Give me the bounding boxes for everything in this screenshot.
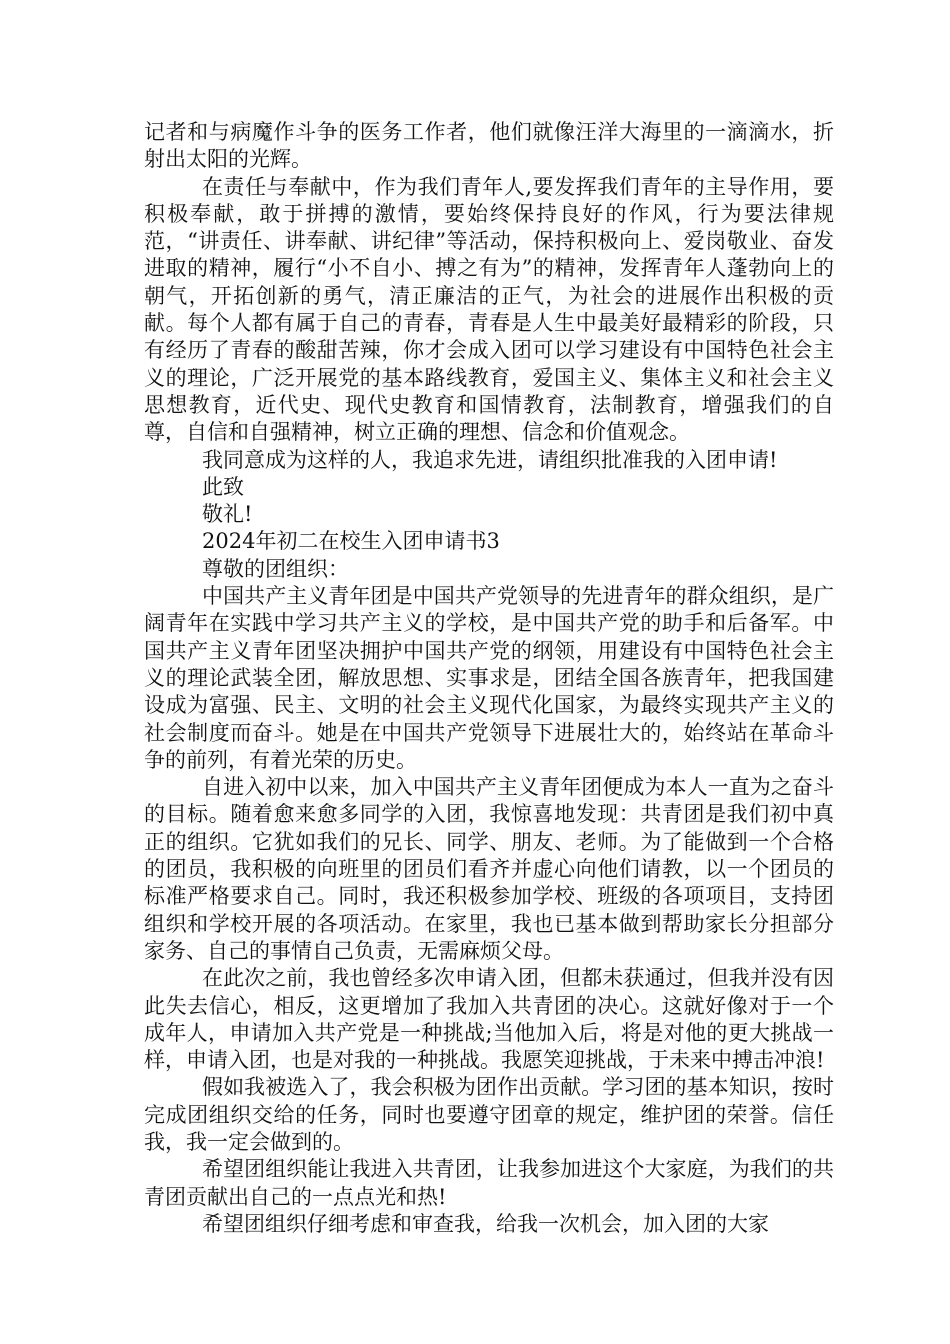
paragraph-1: 记者和与病魔作斗争的医务工作者，他们就像汪洋大海里的一滴滴水，折射出太阳的光辉。 [144, 120, 834, 172]
closing-respect: 敬礼! [202, 502, 253, 527]
paragraph-13: 希望团组织仔细考虑和审查我，给我一次机会，加入团的大家 [202, 1211, 769, 1236]
paragraph-9: 自进入初中以来，加入中国共产主义青年团便成为本人一直为之奋斗的目标。随着愈来愈多同学的入团，我惊喜地发现：共青团是我们初中真正的组织。它犹如我们的兄长、同学、朋友、老师。为了能做到一个合格的团员，我积极的向班里的团员们看齐并虚心向他们请教，以一个团员的标准严格要求自己。同时，我还积极参加学校、班级的各项项目，支持团组织和学校开展的各项活动。在家里，我也已基本做到帮助家长分担部分家务、自己的事情自己负责，无需麻烦父母。 [144, 775, 834, 963]
greeting: 尊敬的团组织： [202, 556, 349, 581]
paragraph-10: 在此次之前，我也曾经多次申请入团，但都未获通过，但我并没有因此失去信心，相反，这更增加了我加入共青团的决心。这就好像对于一个成年人，申请加入共产党是一种挑战;当他加入后，将是对他的更大挑战一样，申请入团，也是对我的一种挑战。我愿笑迎挑战，于未来中搏击冲浪! [144, 966, 834, 1073]
paragraph-3: 我同意成为这样的人，我追求先进，请组织批准我的入团申请! [202, 447, 778, 472]
section-title: 2024年初二在校生入团申请书3 [202, 529, 500, 554]
closing-salutation: 此致 [202, 474, 244, 499]
document-body [144, 119, 834, 1238]
paragraph-2: 在责任与奉献中，作为我们青年人,要发挥我们青年的主导作用，要积极奉献，敢于拼搏的激情，要始终保持良好的作风，行为要法律规范，“讲责任、讲奉献、讲纪律”等活动，保持积极向上、爱岗敬业、奋发进取的精神，履行“小不自小、搏之有为”的精神，发挥青年人蓬勃向上的朝气，开拓创新的勇气，清正廉洁的正气，为社会的进展作出积极的贡献。每个人都有属于自己的青春，青春是人生中最美好最精彩的阶段，只有经历了青春的酸甜苦辣，你才会成入团可以学习建设有中国特色社会主义的理论，广泛开展党的基本路线教育，爱国主义、集体主义和社会主义思想教育，近代史、现代史教育和国情教育，法制教育，增强我们的自尊，自信和自强精神，树立正确的理想、信念和价值观念。 [144, 174, 834, 445]
paragraph-12: 希望团组织能让我进入共青团，让我参加进这个大家庭，为我们的共青团贡献出自己的一点点光和热! [144, 1157, 834, 1209]
paragraph-11: 假如我被选入了，我会积极为团作出贡献。学习团的基本知识，按时完成团组织交给的任务，同时也要遵守团章的规定，维护团的荣誉。信任我，我一定会做到的。 [144, 1075, 834, 1154]
paragraph-8: 中国共产主义青年团是中国共产党领导的先进青年的群众组织，是广阔青年在实践中学习共产主义的学校，是中国共产党的助手和后备军。中国共产主义青年团坚决拥护中国共产党的纲领，用建设有中国特色社会主义的理论武装全团，解放思想、实事求是，团结全国各族青年，把我国建设成为富强、民主、文明的社会主义现代化国家，为最终实现共产主义的社会制度而奋斗。她是在中国共产党领导下进展壮大的，始终站在革命斗争的前列，有着光荣的历史。 [144, 584, 834, 772]
